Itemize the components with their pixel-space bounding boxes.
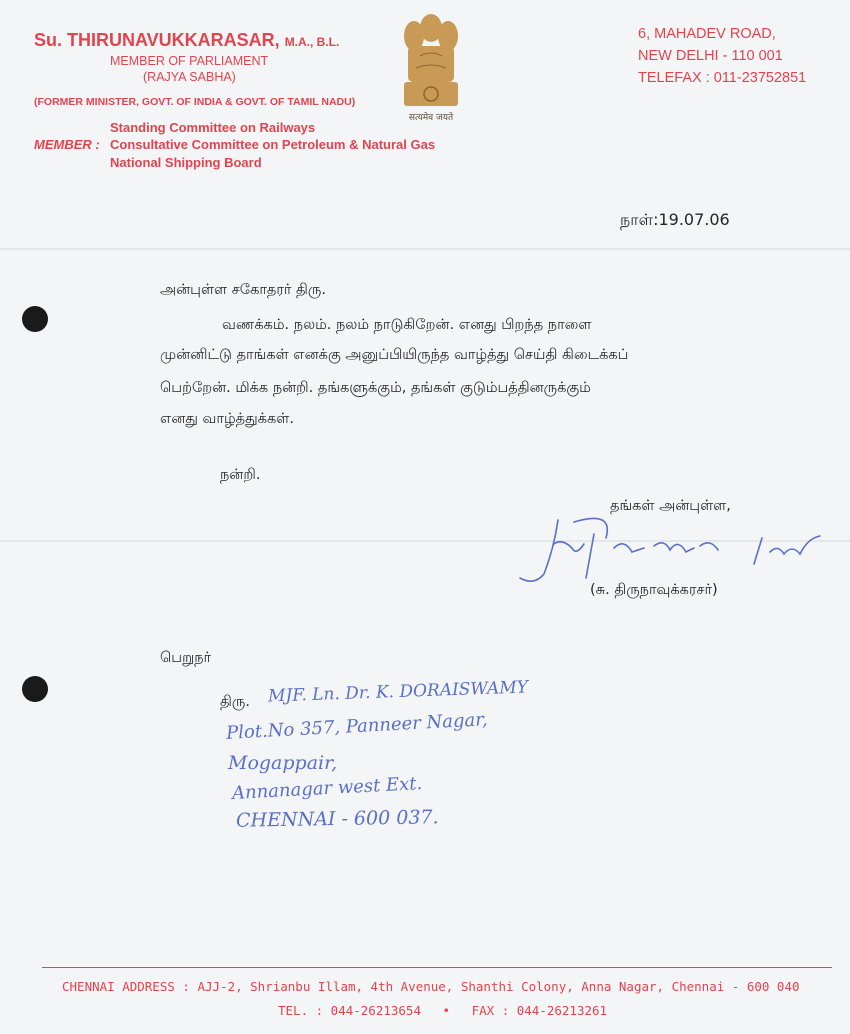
telefax: TELEFAX : 011-23752851 bbox=[638, 70, 807, 86]
recipient-label: பெறுநர் bbox=[160, 650, 212, 666]
body-line: முன்னிட்டு தாங்கள் எனக்கு அனுப்பியிருந்த வாழ்த்து செய்தி கிடைக்கப் bbox=[160, 347, 629, 363]
thanks: நன்றி. bbox=[220, 467, 261, 483]
committee-line: Consultative Committee on Petroleum & Natural Gas bbox=[110, 137, 436, 152]
national-emblem-icon bbox=[396, 6, 466, 124]
former-minister-note: (FORMER MINISTER, GOVT. OF INDIA & GOVT. OF TAMIL NADU) bbox=[34, 96, 356, 108]
address-line: 6, MAHADEV ROAD, bbox=[638, 26, 776, 42]
footer-separator: • bbox=[442, 1003, 451, 1018]
mp-name-text: Su. THIRUNAVUKKARASAR, bbox=[34, 30, 280, 50]
handwritten-signature bbox=[514, 508, 834, 588]
footer-contacts bbox=[278, 1003, 607, 1018]
salutation: அன்புள்ள சகோதரர் திரு. bbox=[160, 282, 326, 298]
mp-degree: M.A., B.L. bbox=[284, 35, 340, 49]
signatory-name: (சு. திருநாவுக்கரசர்) bbox=[590, 582, 718, 598]
letter-date: நாள்:19.07.06 bbox=[620, 210, 730, 229]
closing: தங்கள் அன்புள்ள, bbox=[610, 498, 731, 514]
recipient-line: Mogappair, bbox=[228, 752, 338, 774]
house-label: (RAJYA SABHA) bbox=[143, 70, 236, 84]
address-line: NEW DELHI - 110 001 bbox=[638, 48, 783, 64]
recipient-line: Plot.No 357, Panneer Nagar, bbox=[225, 709, 489, 744]
footer-rule bbox=[42, 967, 832, 968]
body-line: வணக்கம். நலம். நலம் நாடுகிறேன். எனது பிறந்த நாளை bbox=[222, 317, 592, 333]
mp-name bbox=[34, 30, 339, 51]
body-line: பெற்றேன். மிக்க நன்றி. தங்களுக்கும், தங்கள் குடும்பத்தினருக்கும் bbox=[160, 380, 591, 396]
member-label: MEMBER : bbox=[34, 137, 100, 152]
footer-fax: FAX : 044-26213261 bbox=[471, 1003, 608, 1018]
committee-line: National Shipping Board bbox=[110, 155, 262, 170]
body-line: எனது வாழ்த்துக்கள். bbox=[160, 411, 294, 427]
punch-hole bbox=[22, 676, 48, 702]
member-of-parliament: MEMBER OF PARLIAMENT bbox=[110, 54, 269, 68]
recipient-line: CHENNAI - 600 037. bbox=[235, 806, 439, 832]
recipient-line: MJF. Ln. Dr. K. DORAISWAMY bbox=[267, 677, 529, 707]
paper-fold-line bbox=[0, 248, 850, 250]
footer-address: CHENNAI ADDRESS : AJJ-2, Shrianbu Illam, 4th Avenue, Shanthi Colony, Anna Nagar, Chennai - 600 040 bbox=[62, 979, 800, 994]
recipient-line: Annanagar west Ext. bbox=[231, 773, 423, 804]
punch-hole bbox=[22, 306, 48, 332]
committee-line: Standing Committee on Railways bbox=[110, 120, 316, 135]
recipient-prefix: திரு. bbox=[220, 694, 250, 710]
footer-tel: TEL. : 044-26213654 bbox=[278, 1003, 421, 1018]
emblem-motto: सत्यमेव जयते bbox=[408, 113, 454, 123]
